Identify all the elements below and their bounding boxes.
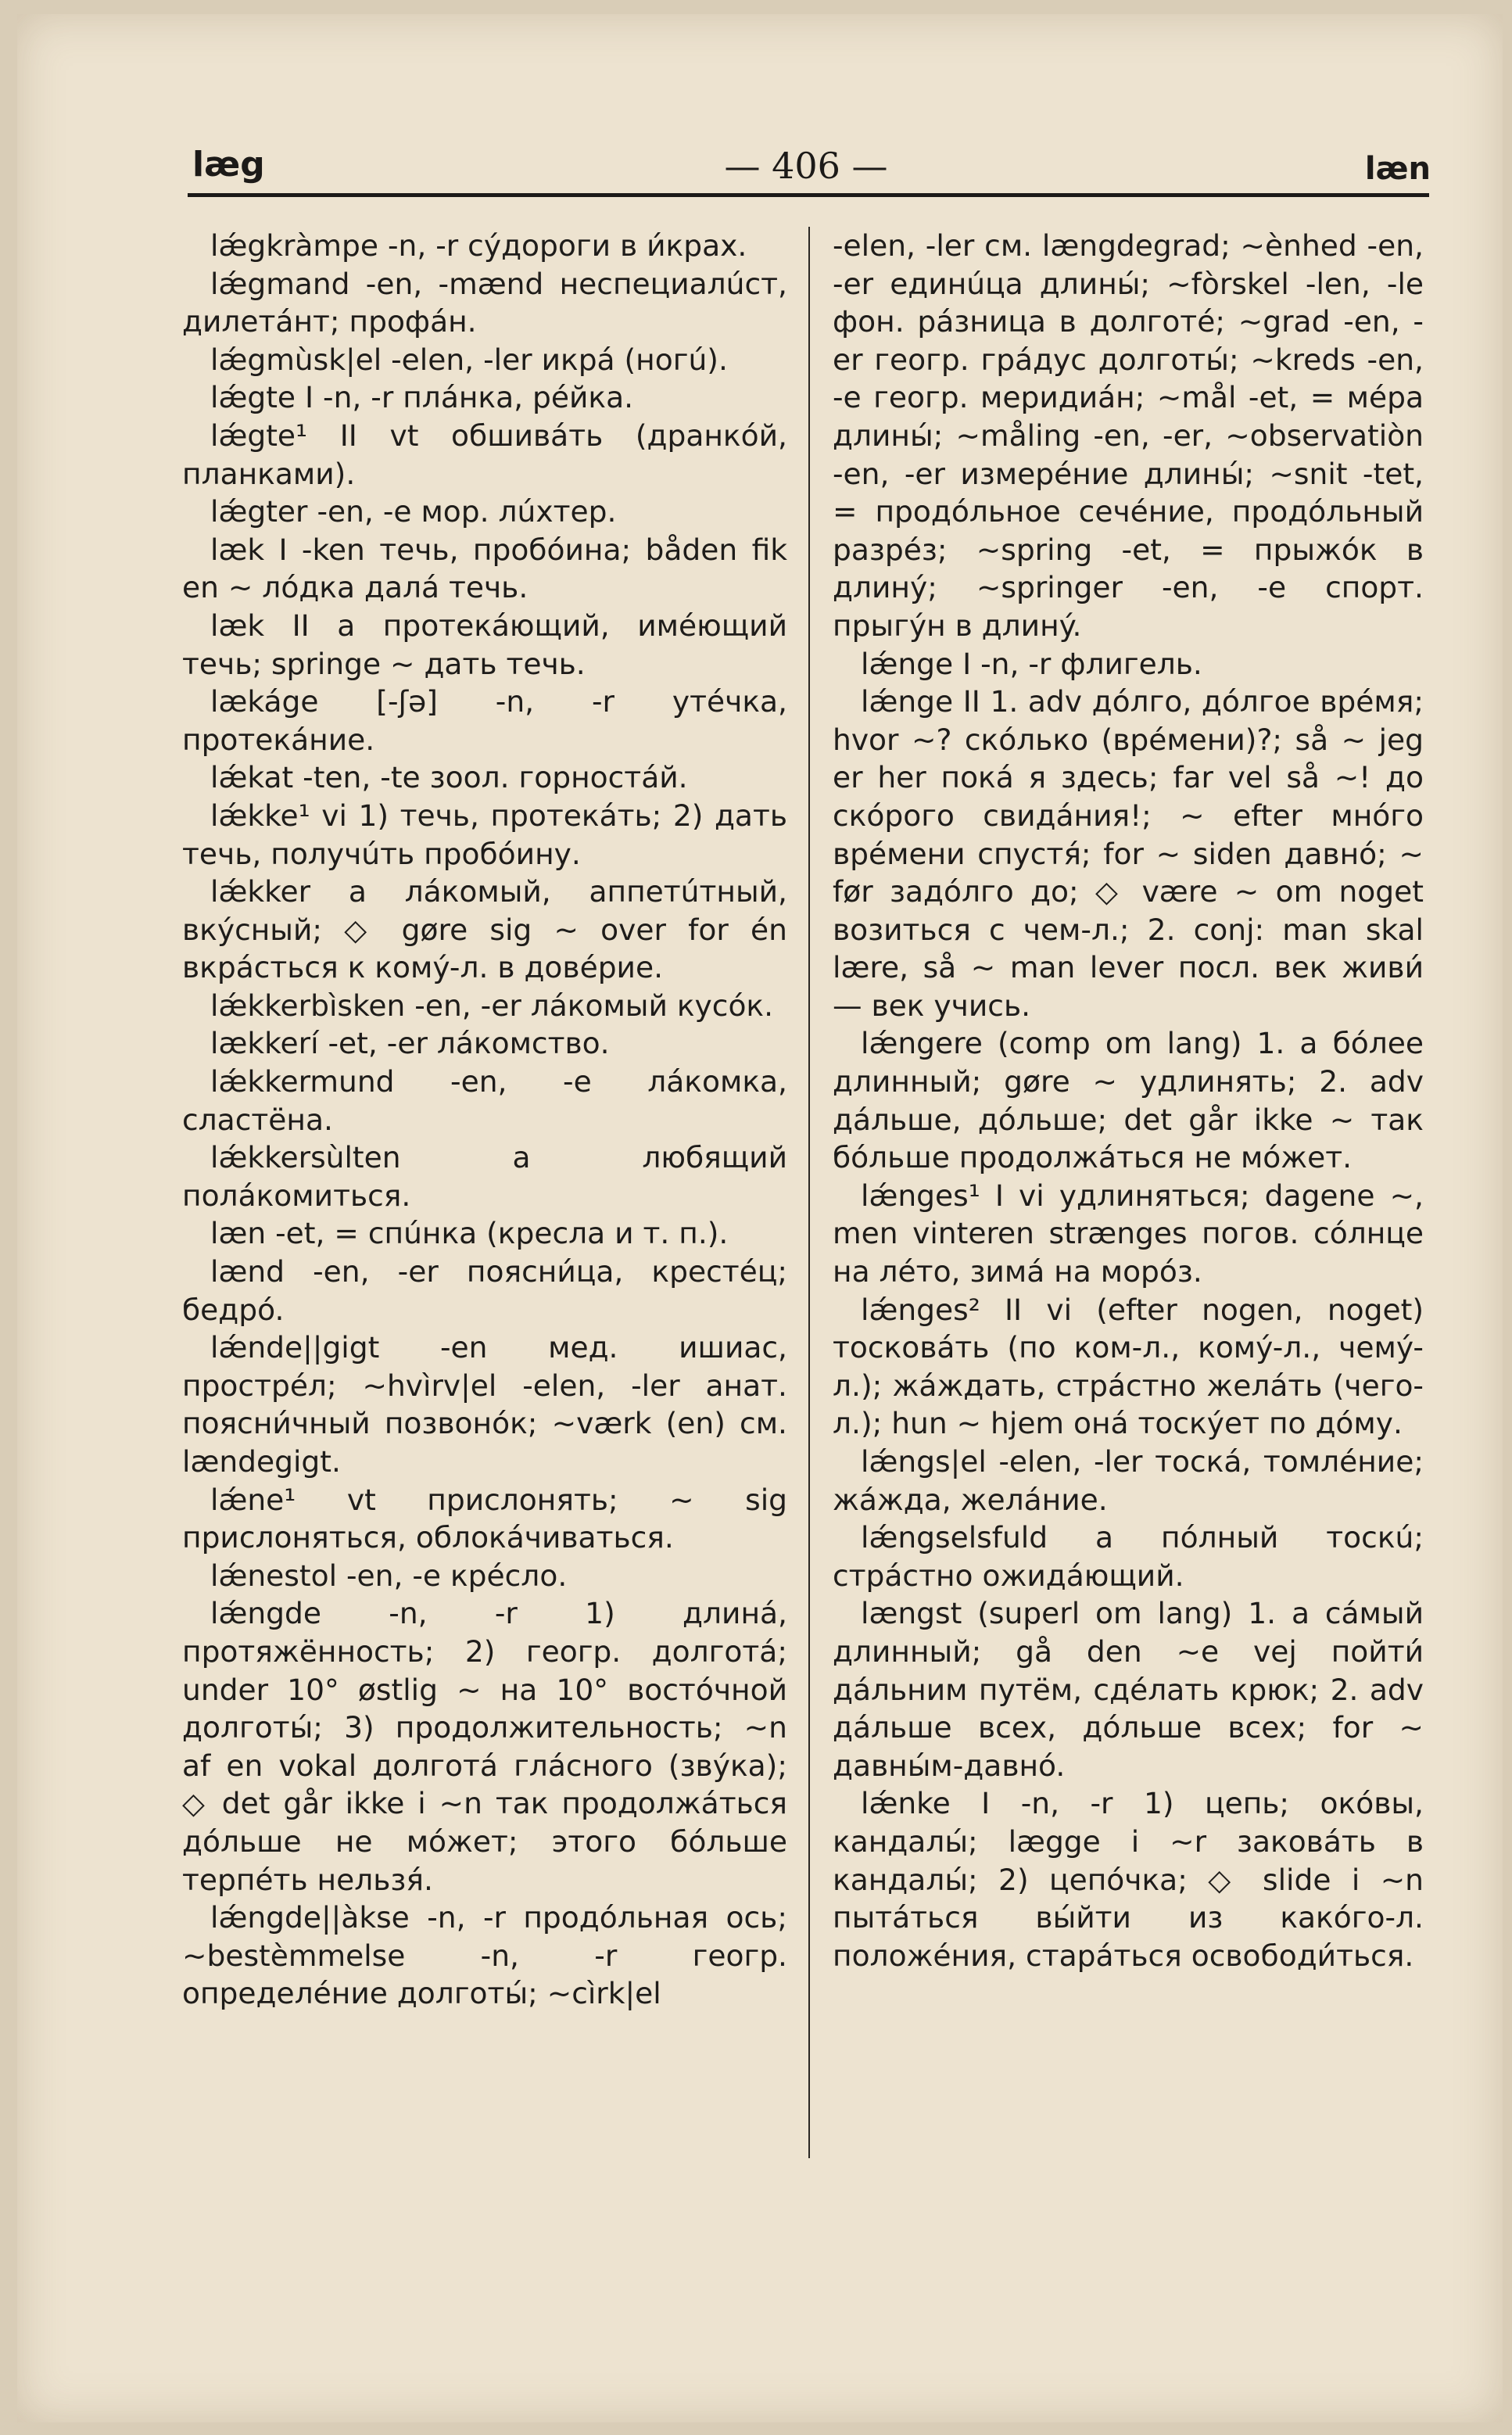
dictionary-entry: lǽne¹ vt прислонять; ~ sig прислоняться, облокáчиваться.: [182, 1482, 787, 1555]
dictionary-entry: lǽnke I -n, -r 1) цепь; окóвы, кандалы́; lægge i ~r заковáть в кандалы́; 2) цепóчка; ◇ slide i ~n пытáться вы́йти из какóго-л. положéния, старáться освободи́ться.: [833, 1786, 1424, 1973]
dictionary-entry: lǽngde||àkse -n, -r продóльная ось; ~bestèmmelse -n, -r геогр. определéние долготы́; ~cìrk|el: [182, 1900, 787, 2011]
dictionary-entry-continued: -elen, -ler см. længdegrad; ~ènhed -en, -er единúца длины́; ~fòrskel -len, -le фон. рáзница в долготé; ~grad -en, -er геогр. грáдус долготы́; ~kreds -en, -e геогр. меридиáн; ~mål -et, = мéра длины́; ~måling -en, -er, ~observatiòn -en, -er измерéние длины́; ~snit -tet, = продóльное сечéние, продóльный разрéз; ~spring -et, = прыжóк в длинý; ~springer -en, -e спорт. прыгýн в длинý.: [833, 228, 1424, 643]
right-column: [833, 227, 1424, 1974]
column-divider: [808, 227, 810, 2158]
dictionary-entry: læn -et, = спúнка (кресла и т. п.).: [210, 1216, 729, 1251]
left-column: [182, 227, 787, 2013]
dictionary-entry: lǽngs|el -elen, -ler тоскá, томлéние; жáжда, желáние.: [833, 1444, 1424, 1517]
right-guide-word: læn: [1364, 151, 1431, 187]
left-guide-word: læg: [192, 145, 265, 185]
dictionary-entry: længst (superl om lang) 1. a сáмый длинный; gå den ~e vej пойти́ дáльним путём, сдéлать крюк; 2. adv дáльше всех, дóльше всех; for ~ давны́м-давнó.: [833, 1596, 1424, 1783]
dictionary-entry: lǽngselsfuld a пóлный тоскú; стрáстно ожидáющий.: [833, 1520, 1424, 1593]
dictionary-entry: lǽgter -en, -e мор. лúхтер.: [210, 494, 617, 529]
dictionary-entry: lǽnde||gigt -en мед. ишиас, прострéл; ~hvìrv|el -elen, -ler анат. поясни́чный позвонóк; ~værk (en) см. lændegigt.: [182, 1330, 787, 1479]
dictionary-entry: læk I -ken течь, пробóина; båden fik en ~ лóдка далá течь.: [182, 532, 787, 605]
dictionary-entry: lǽgmùsk|el -elen, -ler икрá (ногú).: [210, 342, 728, 377]
dictionary-entry: læk II a протекáющий, имéющий течь; springe ~ дать течь.: [182, 608, 787, 681]
dictionary-entry: lǽngere (comp om lang) 1. a бóлее длинный; gøre ~ удлинять; 2. adv дáльше, дóльше; det går ikke ~ так бóльше продолжáться не мóжет.: [833, 1026, 1424, 1175]
dictionary-entry: lǽnges¹ I vi удлиняться; dagene ~, men vinteren strænges погов. сóлнце на лéто, зимá на морóз.: [833, 1178, 1424, 1289]
dictionary-entry: lǽkkersùlten a любящий полáкомиться.: [182, 1140, 787, 1213]
dictionary-entry: lǽkkerbìsken -en, -er лáкомый кусóк.: [210, 988, 774, 1023]
dictionary-entry: lǽnges² II vi (efter nogen, noget) тосковáть (по ком-л., комý-л., чемý-л.); жáждать, стрáстно желáть (чего-л.); hun ~ hjem онá тоскýет по дóму.: [833, 1292, 1424, 1441]
dictionary-entry: lænd -en, -er поясни́ца, крестéц; бедрó.: [182, 1254, 787, 1327]
dictionary-entry: lǽkkermund -en, -e лáкомка, сластёна.: [182, 1064, 787, 1137]
dictionary-entry: lǽkke¹ vi 1) течь, протекáть; 2) дать течь, получúть пробóину.: [182, 798, 787, 871]
dictionary-entry: lǽnge II 1. adv дóлго, дóлгое врéмя; hvor ~? скóлько (врéмени)?; så ~ jeg er her покá я здесь; far vel så ~! до скóрого свидáния!; ~ efter мнóго врéмени спустя́; for ~ siden давнó; ~ før задóлго до; ◇ være ~ om noget возиться с чем-л.; 2. conj: man skal lære, så ~ man lever посл. век живи́ — век учись.: [833, 684, 1424, 1023]
dictionary-entry: lækáge [-ʃə] -n, -r утéчка, протекáние.: [182, 684, 787, 757]
header-rule: [188, 193, 1429, 197]
dictionary-entry: lǽnestol -en, -e крéсло.: [210, 1558, 568, 1593]
dictionary-entry: lǽgmand -en, -mænd неспециалúст, дилетáнт; профáн.: [182, 266, 787, 339]
dictionary-entry: lǽgte¹ II vt обшивáть (дранкóй, планками).: [182, 418, 787, 491]
dictionary-entry: lǽngde -n, -r 1) длинá, протяжённость; 2) геогр. долготá; under 10° østlig ~ на 10° востóчной долготы́; 3) продолжительность; ~n af en vokal долготá глáсного (звýка); ◇ det går ikke i ~n так продолжáться дóльше не мóжет; этого бóльше терпéть нельзя́.: [182, 1596, 787, 1897]
dictionary-entry: lǽgte I -n, -r плáнка, рéйка.: [210, 380, 634, 415]
dictionary-entry: lǽgkràmpe -n, -r сýдороги в и́крах.: [210, 228, 747, 263]
page-number: — 406 —: [724, 145, 888, 187]
dictionary-entry: lǽkker a лáкомый, аппетúтный, вкýсный; ◇ gøre sig ~ over for én вкрáсться к комý-л. в довéрие.: [182, 874, 787, 985]
dictionary-entry: lǽkat -ten, -te зоол. горностáй.: [210, 760, 688, 795]
dictionary-entry: lækkerí -et, -er лáкомство.: [210, 1026, 610, 1061]
dictionary-entry: lǽnge I -n, -r флигель.: [861, 646, 1202, 681]
page-header: [181, 145, 1431, 192]
